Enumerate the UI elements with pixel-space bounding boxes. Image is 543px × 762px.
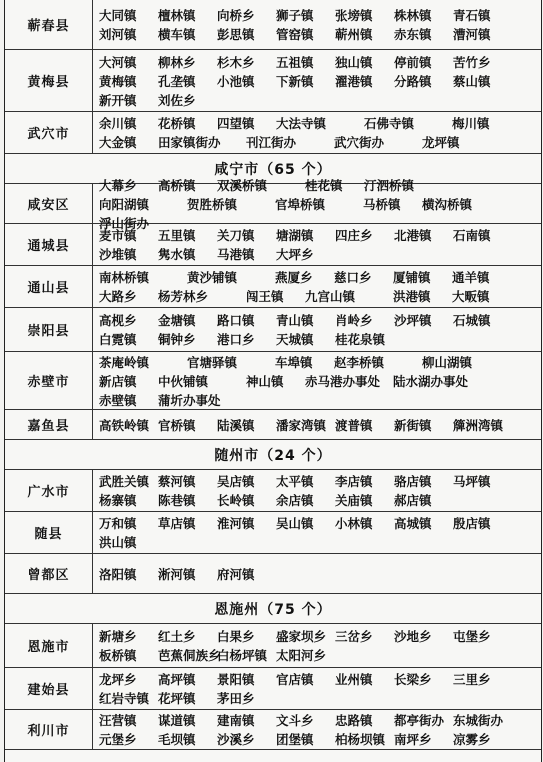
county-name: 赤壁市 [5, 352, 93, 409]
town-name: 杨芳林乡 [158, 289, 209, 304]
town-name: 横沟桥镇 [422, 196, 473, 212]
town-name: 茶庵岭镇 [99, 354, 150, 370]
town-name: 贺胜桥镇 [187, 196, 238, 212]
town-name: 官塘驿镇 [187, 354, 238, 370]
town-name: 麦市镇 [99, 228, 137, 243]
town-name: 白杨坪镇 [217, 648, 268, 663]
town-name: 淮河镇 [217, 516, 255, 531]
town-list [93, 112, 541, 153]
town-name: 汀泗桥镇 [364, 177, 415, 193]
town-name: 淅河镇 [158, 566, 196, 582]
town-name: 漕河镇 [453, 27, 491, 42]
county-row [5, 710, 541, 750]
town-name: 刊江街办 [246, 135, 297, 150]
town-name: 金塘镇 [158, 313, 196, 328]
town-name: 柳山湖镇 [422, 354, 473, 370]
town-name: 濯港镇 [335, 73, 373, 89]
town-name: 红岩寺镇 [99, 691, 150, 706]
county-row [5, 624, 541, 668]
town-name: 花桥镇 [158, 116, 196, 131]
town-name: 长岭镇 [217, 493, 255, 508]
town-name: 大法寺镇 [276, 116, 327, 131]
county-row [5, 352, 541, 410]
town-name: 北港镇 [394, 228, 432, 243]
town-name: 沙地乡 [394, 629, 432, 644]
town-name: 铜钟乡 [158, 332, 196, 347]
town-name: 石南镇 [453, 228, 491, 243]
town-list [93, 177, 541, 231]
town-name: 花坪镇 [158, 691, 196, 706]
town-name: 龙坪镇 [422, 135, 460, 150]
town-name: 大金镇 [99, 135, 137, 150]
town-name: 都亭街办 [394, 713, 445, 728]
city-header: 咸宁市（65 个） [5, 154, 541, 184]
town-name: 桂花镇 [305, 177, 343, 193]
town-name: 车埠镇 [275, 354, 313, 370]
county-row [5, 177, 541, 231]
town-list-table [4, 0, 542, 762]
town-name: 浮山街办 [99, 215, 150, 231]
county-row [5, 112, 541, 154]
town-name: 陆水湖办事处 [393, 373, 469, 389]
town-name: 蔡河镇 [158, 474, 196, 489]
town-name: 太阳河乡 [276, 648, 327, 663]
town-name: 停前镇 [394, 54, 432, 70]
town-list [93, 668, 541, 709]
town-name: 高枧乡 [99, 313, 137, 328]
town-list [93, 266, 541, 307]
town-name: 分路镇 [394, 73, 432, 89]
town-name: 文斗乡 [276, 713, 314, 728]
town-name: 府河镇 [217, 566, 255, 582]
town-name: 通羊镇 [452, 270, 490, 285]
town-name: 路口镇 [217, 313, 255, 328]
town-name: 武穴街办 [334, 135, 385, 150]
town-name: 彭思镇 [217, 27, 255, 42]
town-name: 黄沙铺镇 [187, 270, 238, 285]
town-list [93, 352, 541, 409]
town-name: 神山镇 [246, 373, 284, 389]
town-name: 小林镇 [335, 516, 373, 531]
county-name: 黄梅县 [5, 50, 93, 111]
town-name: 武胜关镇 [99, 474, 150, 489]
town-name: 沙溪乡 [217, 732, 255, 747]
town-name: 龙坪乡 [99, 672, 137, 687]
town-name: 大同镇 [99, 8, 137, 23]
town-name: 元堡乡 [99, 732, 137, 747]
county-row [5, 554, 541, 594]
town-name: 李店镇 [335, 474, 373, 489]
town-name: 隽水镇 [158, 247, 196, 262]
town-name: 茅田乡 [217, 691, 255, 706]
town-name: 赵李桥镇 [334, 354, 385, 370]
town-name: 凉雾乡 [453, 732, 491, 747]
town-name: 骆店镇 [394, 474, 432, 489]
town-name: 五祖镇 [276, 54, 314, 70]
town-name: 张塝镇 [335, 8, 373, 23]
town-list [93, 50, 541, 111]
town-name: 中伙铺镇 [158, 373, 209, 389]
town-name: 草店镇 [158, 516, 196, 531]
town-name: 蒲圻办事处 [158, 392, 221, 408]
town-name: 双溪桥镇 [217, 177, 268, 193]
town-name: 塘湖镇 [276, 228, 314, 243]
town-name: 狮子镇 [276, 8, 314, 23]
town-name: 谋道镇 [158, 713, 196, 728]
county-row [5, 266, 541, 308]
town-name: 高铁岭镇 [99, 417, 150, 433]
town-name: 余川镇 [99, 116, 137, 131]
town-name: 赤壁镇 [99, 392, 137, 408]
town-name: 燕厦乡 [275, 270, 313, 285]
town-list [93, 512, 541, 553]
town-name: 苦竹乡 [453, 54, 491, 70]
county-row [5, 308, 541, 352]
town-name: 毛坝镇 [158, 732, 196, 747]
town-name: 小池镇 [217, 73, 255, 89]
town-name: 孔垄镇 [158, 73, 196, 89]
town-name: 马桥镇 [363, 196, 401, 212]
county-row [5, 50, 541, 112]
town-name: 高坪镇 [158, 672, 196, 687]
county-row [5, 512, 541, 554]
town-name: 四望镇 [217, 116, 255, 131]
town-name: 闯王镇 [246, 289, 284, 304]
county-name: 随县 [5, 512, 93, 553]
county-name: 曾都区 [5, 554, 93, 593]
town-list [93, 0, 541, 49]
town-name: 业州镇 [335, 672, 373, 687]
town-name: 沙堆镇 [99, 247, 137, 262]
town-name: 桂花泉镇 [335, 332, 386, 347]
city-header: 恩施州（75 个） [5, 594, 541, 624]
county-row [5, 470, 541, 512]
town-name: 官店镇 [276, 672, 314, 687]
town-name: 九宫山镇 [305, 289, 356, 304]
town-name: 新开镇 [99, 92, 137, 108]
town-name: 大畈镇 [452, 289, 490, 304]
town-name: 慈口乡 [334, 270, 372, 285]
town-name: 檀林镇 [158, 8, 196, 23]
town-name: 赤马港办事处 [305, 373, 381, 389]
town-name: 梅川镇 [452, 116, 490, 131]
town-name: 刘佐乡 [158, 92, 196, 108]
town-name: 新塘乡 [99, 629, 137, 644]
county-name: 通山县 [5, 266, 93, 307]
county-name: 建始县 [5, 668, 93, 709]
town-name: 港口乡 [217, 332, 255, 347]
town-name: 长梁乡 [394, 672, 432, 687]
town-name: 青山镇 [276, 313, 314, 328]
town-name: 田家镇街办 [158, 135, 221, 150]
county-name: 崇阳县 [5, 308, 93, 351]
town-name: 大幕乡 [99, 177, 137, 193]
town-name: 三里乡 [453, 672, 491, 687]
town-list [93, 624, 541, 667]
town-name: 洪山镇 [99, 535, 137, 550]
town-name: 盛家坝乡 [276, 629, 327, 644]
town-name: 簰洲湾镇 [453, 417, 504, 433]
town-name: 四庄乡 [335, 228, 373, 243]
town-name: 三岔乡 [335, 629, 373, 644]
town-name: 蕲州镇 [335, 27, 373, 42]
town-name: 白果乡 [217, 629, 255, 644]
town-name: 石佛寺镇 [364, 116, 415, 131]
town-name: 关庙镇 [335, 493, 373, 508]
town-name: 大坪乡 [276, 247, 314, 262]
town-list [93, 710, 541, 749]
county-row [5, 0, 541, 50]
town-name: 忠路镇 [335, 713, 373, 728]
town-name: 厦铺镇 [393, 270, 431, 285]
town-name: 株林镇 [394, 8, 432, 23]
town-name: 板桥镇 [99, 648, 137, 663]
town-name: 大河镇 [99, 54, 137, 70]
town-name: 潘家湾镇 [276, 417, 327, 433]
town-name: 马坪镇 [453, 474, 491, 489]
town-name: 柏杨坝镇 [335, 732, 386, 747]
town-name: 南林桥镇 [99, 270, 150, 285]
town-name: 石城镇 [453, 313, 491, 328]
town-name: 向阳湖镇 [99, 196, 150, 212]
town-name: 吴店镇 [217, 474, 255, 489]
town-name: 刘河镇 [99, 27, 137, 42]
town-name: 高桥镇 [158, 177, 196, 193]
county-name: 嘉鱼县 [5, 410, 93, 439]
town-name: 柳林乡 [158, 54, 196, 70]
town-name: 新街镇 [394, 417, 432, 433]
town-name: 横车镇 [158, 27, 196, 42]
town-name: 太平镇 [276, 474, 314, 489]
county-name: 利川市 [5, 710, 93, 749]
town-name: 建南镇 [217, 713, 255, 728]
town-list [93, 308, 541, 351]
town-name: 汪营镇 [99, 713, 137, 728]
county-name: 武穴市 [5, 112, 93, 153]
town-name: 南坪乡 [394, 732, 432, 747]
town-name: 马港镇 [217, 247, 255, 262]
county-row [5, 410, 541, 440]
town-name: 官桥镇 [158, 417, 196, 433]
town-name: 大路乡 [99, 289, 137, 304]
town-name: 五里镇 [158, 228, 196, 243]
county-name: 通城县 [5, 224, 93, 265]
town-name: 肖岭乡 [335, 313, 373, 328]
town-name: 蔡山镇 [453, 73, 491, 89]
county-name: 咸安区 [5, 184, 93, 223]
town-name: 管窑镇 [276, 27, 314, 42]
town-name: 景阳镇 [217, 672, 255, 687]
town-name: 沙坪镇 [394, 313, 432, 328]
town-name: 黄梅镇 [99, 73, 137, 89]
county-row [5, 668, 541, 710]
town-list [93, 224, 541, 265]
town-name: 杉木乡 [217, 54, 255, 70]
town-name: 万和镇 [99, 516, 137, 531]
county-name: 广水市 [5, 470, 93, 511]
town-name: 殷店镇 [453, 516, 491, 531]
town-name: 高城镇 [394, 516, 432, 531]
county-row [5, 224, 541, 266]
town-name: 郝店镇 [394, 493, 432, 508]
town-name: 团堡镇 [276, 732, 314, 747]
city-header: 随州市（24 个） [5, 440, 541, 470]
town-name: 青石镇 [453, 8, 491, 23]
town-list [93, 554, 541, 593]
town-name: 下新镇 [276, 73, 314, 89]
town-name: 官埠桥镇 [275, 196, 326, 212]
county-name: 恩施市 [5, 624, 93, 667]
town-list [93, 410, 541, 439]
town-name: 吴山镇 [276, 516, 314, 531]
town-name: 杨寨镇 [99, 493, 137, 508]
town-name: 向桥乡 [217, 8, 255, 23]
town-name: 独山镇 [335, 54, 373, 70]
town-name: 天城镇 [276, 332, 314, 347]
town-name: 陆溪镇 [217, 417, 255, 433]
town-name: 白霓镇 [99, 332, 137, 347]
town-name: 赤东镇 [394, 27, 432, 42]
town-name: 红土乡 [158, 629, 196, 644]
county-name: 蕲春县 [5, 0, 93, 49]
town-name: 新店镇 [99, 373, 137, 389]
town-name: 关刀镇 [217, 228, 255, 243]
town-name: 芭蕉侗族乡 [158, 648, 221, 663]
town-name: 陈巷镇 [158, 493, 196, 508]
town-name: 屯堡乡 [453, 629, 491, 644]
town-name: 洛阳镇 [99, 566, 137, 582]
town-list [93, 470, 541, 511]
town-name: 东城街办 [453, 713, 504, 728]
town-name: 余店镇 [276, 493, 314, 508]
town-name: 洪港镇 [393, 289, 431, 304]
town-name: 渡普镇 [335, 417, 373, 433]
